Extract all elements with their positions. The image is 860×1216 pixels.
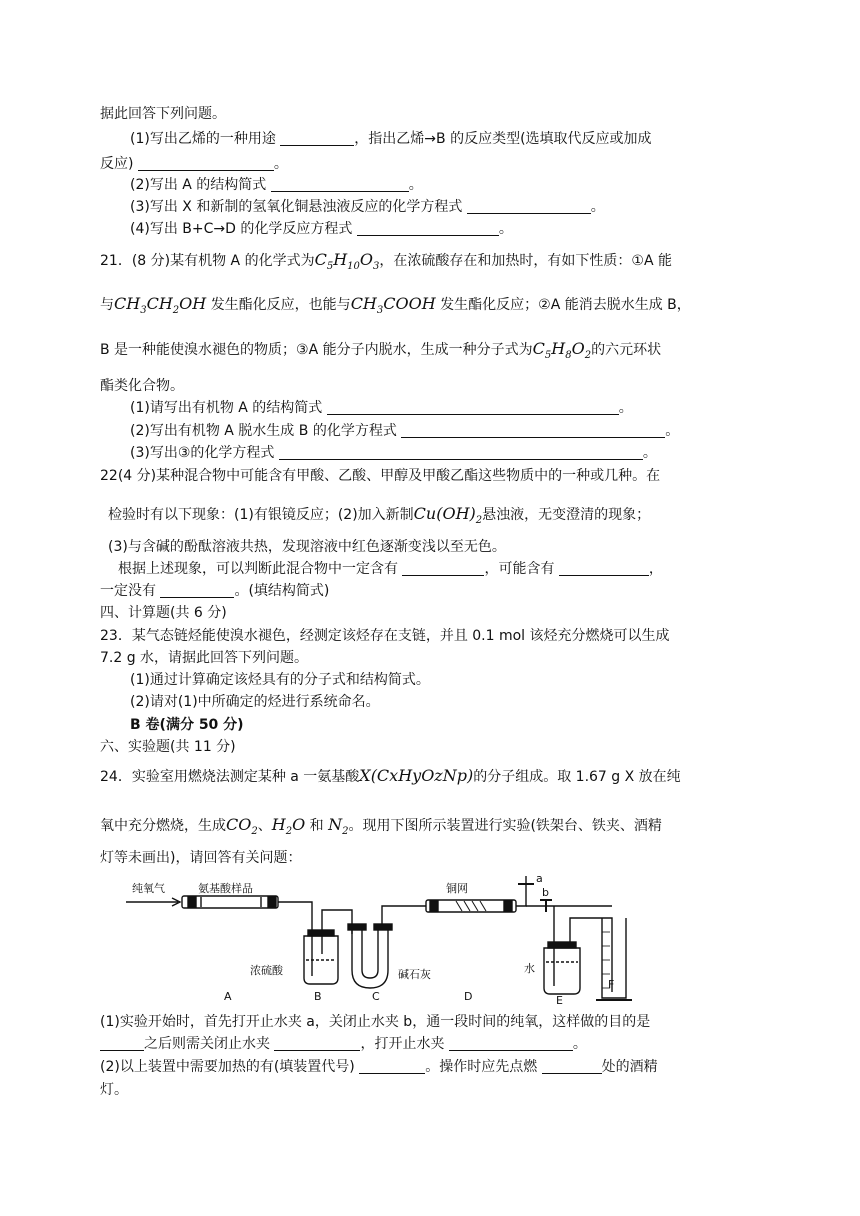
- text-line: 与$CH_3CH_2OH$ 发生酯化反应，也能与$CH_3COOH$ 发生酯化反应；②A 能消去脱水生成 B，: [100, 294, 691, 317]
- question-24-2: (2)以上装置中需要加热的有(填装置代号) 。操作时应先点燃 处的酒精: [100, 1059, 658, 1075]
- answer-blank[interactable]: [359, 1059, 425, 1074]
- question-23-1: (1)通过计算确定该烃具有的分子式和结构简式。: [130, 672, 430, 688]
- copper-tube: [426, 900, 516, 912]
- label-clamp-a: a: [536, 872, 543, 885]
- label-B: B: [314, 990, 322, 1003]
- answer-blank[interactable]: [559, 561, 649, 576]
- connector-tube: [278, 902, 312, 934]
- label-E: E: [556, 994, 563, 1006]
- answer-blank[interactable]: [280, 131, 354, 146]
- label-D: D: [464, 990, 473, 1003]
- answer-blank[interactable]: [357, 221, 499, 236]
- section-heading: B 卷(满分 50 分): [130, 717, 244, 733]
- question-23-2: (2)请对(1)中所确定的烃进行系统命名。: [130, 694, 380, 710]
- formula-ethanol: $CH_3CH_2OH$: [114, 294, 207, 317]
- text-line: 灯。: [100, 1082, 128, 1098]
- u-tube-c: [352, 930, 388, 988]
- formula-ester: $C_5H_8O_2$: [532, 339, 592, 362]
- question-21: 21．(8 分)某有机物 A 的化学式为$C_5H_{10}O_3$，在浓硫酸存在和加热时，有如下性质：①A 能: [100, 250, 672, 273]
- bottle-e: [544, 948, 580, 994]
- answer-blank[interactable]: [327, 400, 619, 415]
- text-line: 检验时有以下现象：(1)有银镜反应；(2)加入新制$Cu(OH)_2$悬浊液，无变澄清的现象；: [108, 504, 651, 527]
- question-24: 24．实验室用燃烧法测定某种 a 一氨基酸X(CxHyOzNp)的分子组成。取 1.67 g X 放在纯: [100, 766, 681, 785]
- connector-tube: [570, 918, 615, 992]
- label-clamp-b: b: [542, 886, 549, 899]
- question-1-4: (4)写出 B+C→D 的化学反应方程式 。: [130, 221, 513, 237]
- question-1-1: (1)写出乙烯的一种用途 ，指出乙烯→B 的反应类型(选填取代反应或加成: [130, 131, 652, 147]
- text-line: 之后则需关闭止水夹 ，打开止水夹 。: [100, 1034, 587, 1054]
- section-heading: 六、实验题(共 11 分): [100, 739, 236, 755]
- section-heading: 四、计算题(共 6 分): [100, 605, 227, 621]
- label-A: A: [224, 990, 232, 1003]
- label-C: C: [372, 990, 380, 1003]
- answer-blank[interactable]: [100, 1036, 144, 1051]
- branch-a: [516, 892, 526, 906]
- label-F: F: [608, 978, 615, 991]
- text-line: B 是一种能使溴水褪色的物质；③A 能分子内脱水，生成一种分子式为$C_5H_8O_2$的六元环状: [100, 339, 662, 362]
- answer-blank[interactable]: [138, 156, 274, 171]
- label-sample: 氨基酸样品: [198, 882, 253, 895]
- connector-tube: [382, 906, 426, 924]
- formula-co2: $CO_2$: [226, 815, 258, 838]
- answer-blank[interactable]: [542, 1059, 602, 1074]
- label-copper: 铜网: [446, 882, 468, 895]
- text-line: (3)与含碱的酚酞溶液共热，发现溶液中红色逐渐变浅以至无色。: [108, 539, 506, 555]
- text-line: 7.2 g 水，请据此回答下列问题。: [100, 650, 309, 666]
- label-lime: 碱石灰: [398, 968, 431, 981]
- formula-cuoh: $Cu(OH)_2$: [413, 504, 483, 527]
- label-oxygen: 纯氧气: [132, 882, 165, 895]
- formula-h2o: $H_2O$: [271, 815, 306, 838]
- answer-blank[interactable]: [274, 1036, 360, 1051]
- answer-blank[interactable]: [401, 423, 665, 438]
- formula-acetic: $CH_3COOH$: [350, 294, 436, 317]
- label-acid: 浓硫酸: [250, 964, 283, 977]
- question-23: 23．某气态链烃能使溴水褪色，经测定该烃存在支链，并且 0.1 mol 该烃充分燃烧可以生成: [100, 628, 670, 644]
- question-21-1: (1)请写出有机物 A 的结构简式 。: [130, 400, 633, 416]
- question-21-2: (2)写出有机物 A 脱水生成 B 的化学方程式 。: [130, 423, 680, 439]
- question-22: 22(4 分)某种混合物中可能含有甲酸、乙酸、甲醇及甲酸乙酯这些物质中的一种或几种。在: [100, 468, 661, 484]
- text-line: 反应) 。: [100, 156, 288, 172]
- text-line: 据此回答下列问题。: [100, 106, 226, 122]
- answer-blank[interactable]: [449, 1036, 573, 1051]
- question-21-3: (3)写出③的化学方程式 。: [130, 445, 657, 461]
- text-line: 根据上述现象，可以判断此混合物中一定含有 ，可能含有 ，: [118, 561, 663, 577]
- text-line: 氧中充分燃烧，生成$CO_2$、$H_2O$ 和 $N_2$。现用下图所示装置进行实验(铁架台、铁夹、酒精: [100, 815, 662, 838]
- label-water: 水: [524, 962, 535, 975]
- formula-a: $C_5H_{10}O_3$: [314, 250, 380, 273]
- answer-blank[interactable]: [402, 561, 484, 576]
- apparatus-diagram: [126, 870, 636, 1006]
- answer-blank[interactable]: [467, 199, 591, 214]
- stopper: [188, 897, 196, 907]
- formula-amino: X(CxHyOzNp): [359, 766, 474, 785]
- question-24-1: (1)实验开始时，首先打开止水夹 a，关闭止水夹 b，通一段时间的纯氧，这样做的目的是: [100, 1014, 651, 1030]
- answer-blank[interactable]: [279, 445, 643, 460]
- text-line: 一定没有 。(填结构简式): [100, 583, 330, 599]
- question-1-3: (3)写出 X 和新制的氢氧化铜悬浊液反应的化学方程式 。: [130, 199, 605, 215]
- stopper: [268, 897, 276, 907]
- question-1-2: (2)写出 A 的结构简式 。: [130, 177, 423, 193]
- text-line: 酯类化合物。: [100, 378, 184, 394]
- answer-blank[interactable]: [160, 583, 234, 598]
- formula-n2: $N_2$: [328, 815, 349, 838]
- text-line: 灯等未画出)，请回答有关问题：: [100, 850, 302, 866]
- answer-blank[interactable]: [271, 177, 409, 192]
